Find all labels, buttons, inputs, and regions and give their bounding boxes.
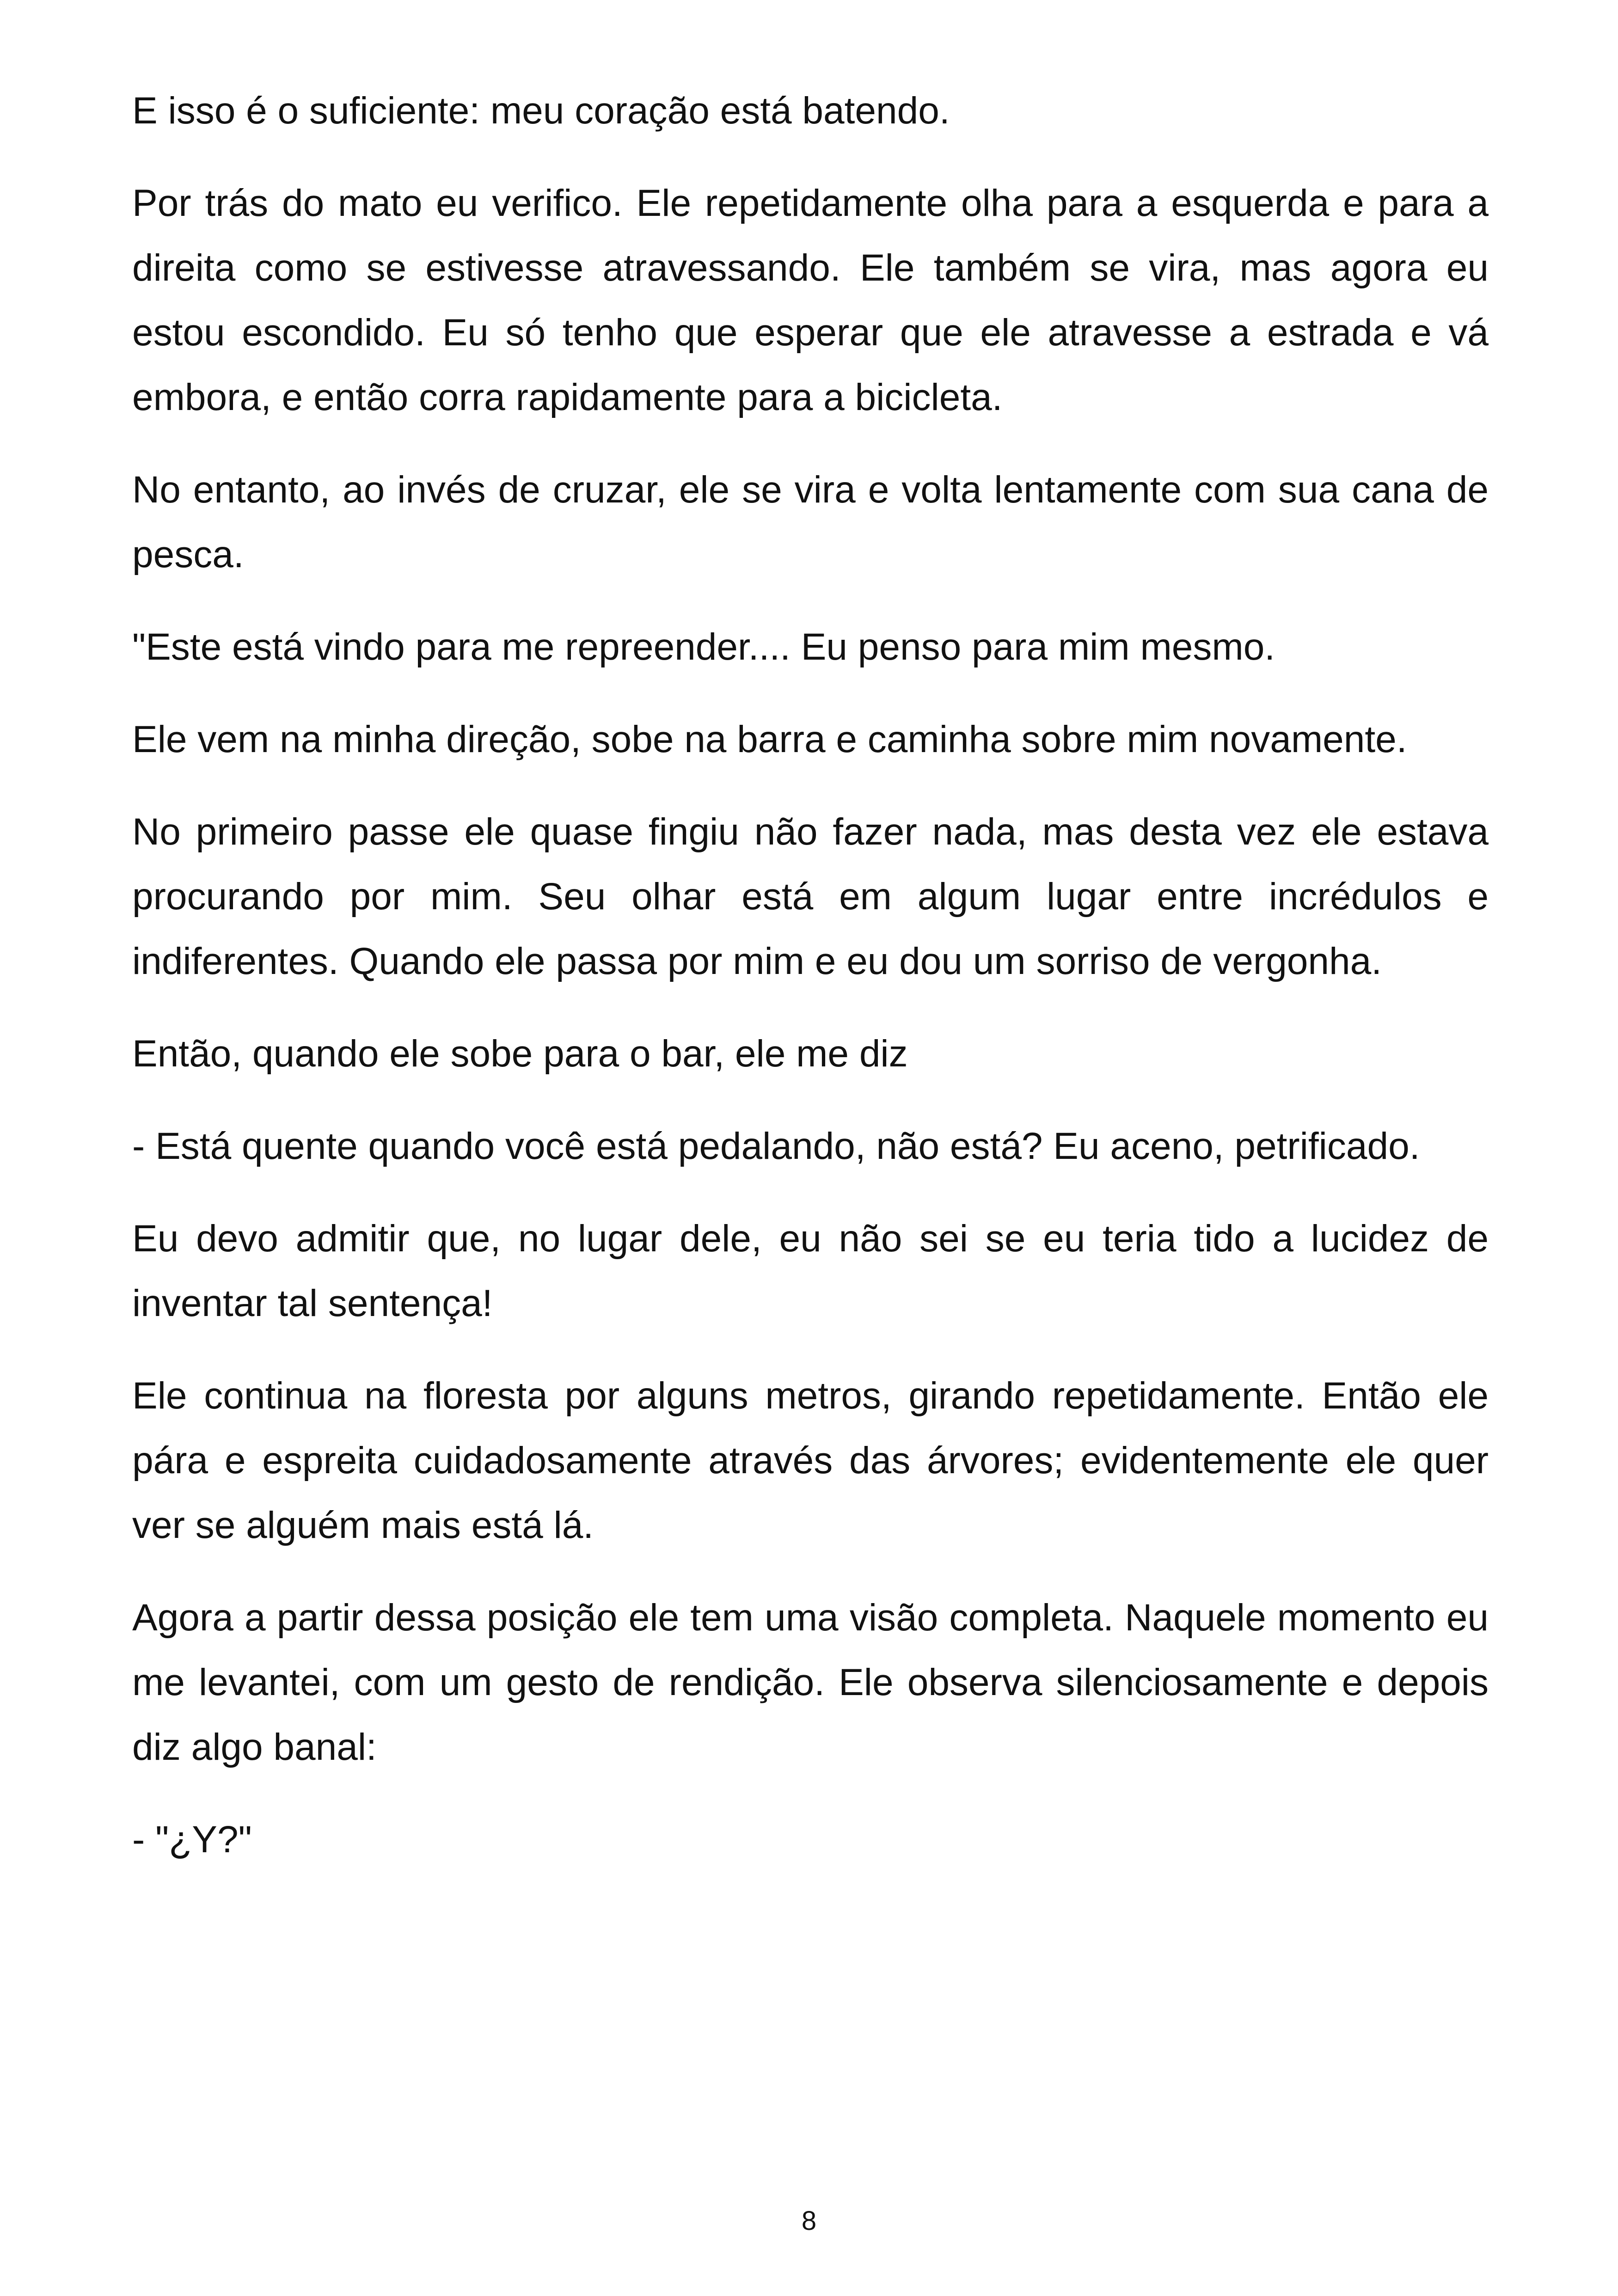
paragraph: - Está quente quando você está pedalando, não está? Eu aceno, petrificado.: [132, 1125, 1420, 1167]
paragraph: Então, quando ele sobe para o bar, ele me diz: [132, 1033, 908, 1075]
paragraph: Agora a partir dessa posição ele tem uma visão completa. Naquele momento eu me levantei, com um gesto de rendição. Ele observa silenciosamente e depois diz algo banal:: [132, 1597, 1489, 1768]
paragraph: Ele vem na minha direção, sobe na barra e caminha sobre mim novamente.: [132, 718, 1407, 760]
paragraph: - "¿Y?": [132, 1818, 252, 1861]
paragraph: "Este está vindo para me repreender.... Eu penso para mim mesmo.: [132, 626, 1275, 668]
body-text: [132, 79, 1489, 1900]
page-number: 8: [801, 2206, 817, 2236]
paragraph: Por trás do mato eu verifico. Ele repetidamente olha para a esquerda e para a direita como se estivesse atravessando. Ele também se vira, mas agora eu estou escondido. Eu só tenho que esperar que ele atravesse a estrada e vá embora, e então corra rapidamente para a bicicleta.: [132, 182, 1489, 418]
paragraph: E isso é o suficiente: meu coração está batendo.: [132, 90, 950, 132]
paragraph: Ele continua na floresta por alguns metros, girando repetidamente. Então ele pára e espreita cuidadosamente através das árvores; evidentemente ele quer ver se alguém mais está lá.: [132, 1375, 1489, 1546]
paragraph: No primeiro passe ele quase fingiu não fazer nada, mas desta vez ele estava procurando por mim. Seu olhar está em algum lugar entre incrédulos e indiferentes. Quando ele passa por mim e eu dou um sorriso de vergonha.: [132, 811, 1489, 982]
paragraph: Eu devo admitir que, no lugar dele, eu não sei se eu teria tido a lucidez de inventar tal sentença!: [132, 1218, 1489, 1324]
paragraph: No entanto, ao invés de cruzar, ele se vira e volta lentamente com sua cana de pesca.: [132, 469, 1489, 576]
